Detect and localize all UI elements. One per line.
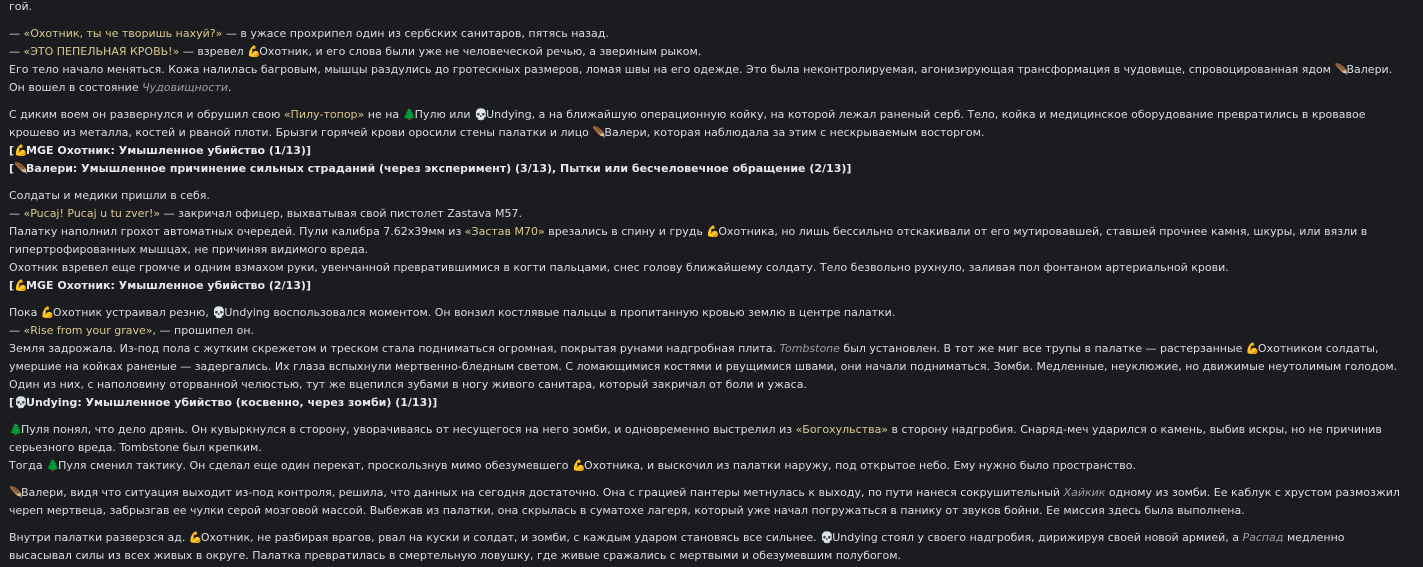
- message-line: Тогда 🌲Пуля сменил тактику. Он сделал еще один перекат, проскользнув мимо обезумевшего 💪Охотника, и выскочил из палатки наружу, под открытое небо. Ему нужно было пространство.: [9, 457, 1409, 475]
- flexed-arm-icon: 💪: [1245, 342, 1260, 355]
- skull-icon: 💀: [820, 531, 834, 544]
- paragraph-2: [9, 106, 1409, 178]
- skull-icon: 💀: [474, 108, 488, 121]
- tree-icon: 🌲: [402, 108, 417, 121]
- quote: «Пилу-топор»: [283, 108, 365, 121]
- skull-icon: 💀: [212, 306, 227, 319]
- flexed-arm-icon: 💪: [14, 279, 28, 292]
- feather-icon: 🪶: [592, 126, 607, 139]
- flexed-arm-icon: 💪: [40, 306, 55, 319]
- message-line: — «Охотник, ты че творишь нахуй?» — в ужасе прохрипел один из сербских санитаров, пятясь назад.: [9, 27, 609, 40]
- italic-term: Хайкик: [1063, 486, 1106, 499]
- message-line: Охотник взревел еще громче и одним взмахом руки, увенчанной превратившимися в когти пальцами, снес голову ближайшему солдату. Тело безвольно рухнуло, заливая пол фонтаном артериальной крови.: [9, 261, 1229, 274]
- message-line: — «ЭТО ПЕПЕЛЬНАЯ КРОВЬ!» — взревел 💪Охотник, и его слова были уже не человеческой речью, а звериным рыком.: [9, 43, 1409, 61]
- quote: «Богохульства»: [795, 423, 889, 436]
- tag-line: [💪MGE Охотник: Умышленное убийство (2/13)]: [9, 277, 1409, 295]
- flexed-arm-icon: 💪: [247, 45, 261, 58]
- tree-icon: 🌲: [46, 459, 60, 472]
- tag-line: [🪶Валери: Умышленное причинение сильных страданий (через эксперимент) (3/13), Пытки или бесчеловечное обращение (2/13)]: [9, 160, 1409, 178]
- paragraph-4: [9, 304, 1409, 412]
- message-line: С диким воем он развернулся и обрушил свою «Пилу-топор» не на 🌲Пулю или 💀Undying, а на ближайшую операционную койку, на которой лежал раненый серб. Тело, койка и медицинское оборудование превратились в кровавое крошево из металла, костей и рваной плоти. Брызги горячей крови оросили стены палатки и лицо 🪶Валери, которая наблюдала за этим с нескрываемым восторгом.: [9, 106, 1409, 142]
- message-line: Пока 💪Охотник устраивал резню, 💀Undying воспользовался моментом. Он вонзил костлявые пальцы в пропитанную кровью землю в центре палатки.: [9, 304, 1409, 322]
- quote: «ЭТО ПЕПЕЛЬНАЯ КРОВЬ!»: [23, 45, 180, 58]
- paragraph-1: [9, 25, 1409, 97]
- tag-line: [💪MGE Охотник: Умышленное убийство (1/13)]: [9, 142, 1409, 160]
- message-line: — «Rise from your grave», — прошипел он.: [9, 324, 255, 337]
- message-line: Земля задрожала. Из-под пола с жутким скрежетом и треском стала подниматься огромная, покрытая рунами надгробная плита. Tombstone был установлен. В тот же миг все трупы в палатке — растерзанные 💪Охотником солдаты, умершие на койках раненые — задергались. Их глаза вспыхнули мертвенно-бледным светом. С ломающимися костями и рвущимися швами, они начали подниматься. Зомби. Медленные, неуклюжие, но движимые неутолимым голодом. Один из них, с наполовину оторванной челюстью, тут же вцепился зубами в ногу живого санитара, который закричал от боли и ужаса.: [9, 342, 1398, 391]
- message-line: Солдаты и медики пришли в себя.: [9, 189, 210, 202]
- skull-icon: 💀: [14, 396, 28, 409]
- message-line: [9, 0, 1409, 16]
- message-line: 🪶Валери, видя что ситуация выходит из-под контроля, решила, что данных на сегодня достаточно. Она с грацией пантеры метнулась к выходу, по пути нанеся сокрушительный Хайкик одному из зомби. Ее каблук с хрустом размозжил череп мертвеца, забрызгав ее чулки серой мозговой массой. Выбежав из палатки, она скрылась в суматохе лагеря, который уже начал погружаться в панику от звуков бойни. Ее миссия здесь была выполнена.: [9, 486, 1400, 517]
- italic-term: Чудовищности: [142, 81, 228, 94]
- paragraph-3: [9, 187, 1409, 295]
- flexed-arm-icon: 💪: [571, 459, 586, 472]
- message-line: Внутри палатки разверзся ад. 💪Охотник, не разбирая врагов, рвал на куски и солдат, и зомби, с каждым ударом становясь все сильнее. 💀Undying стоял у своего надгробия, дирижируя своей новой армией, а Распад медленно высасывал силы из всех живых в округе. Палатка превратилась в смертельную ловушку, где живые сражались с мертвыми и обезумевшим полубогом.: [9, 531, 1345, 562]
- flexed-arm-icon: 💪: [706, 225, 721, 238]
- quote: «Rise from your grave»: [23, 324, 153, 337]
- chat-message-body: [9, 0, 1409, 565]
- feather-icon: 🪶: [14, 162, 28, 175]
- flexed-arm-icon: 💪: [14, 144, 28, 157]
- quote: «Застав М70»: [464, 225, 545, 238]
- feather-icon: 🪶: [1334, 63, 1349, 76]
- message-line: Его тело начало меняться. Кожа налилась багровым, мышцы раздулись до гротескных размеров, ломая швы на его одежде. Это была неконтролируемая, агонизирующая трансформация в чудовище, спровоцированная ядом 🪶Валери. Он вошел в состояние Чудовищности.: [9, 63, 1393, 94]
- text: гой.: [9, 0, 33, 13]
- italic-term: Распад: [1242, 531, 1284, 544]
- paragraph-5: [9, 421, 1409, 475]
- italic-term: Tombstone: [779, 342, 840, 355]
- message-line: — «Pucaj! Pucaj u tu zver!» — закричал офицер, выхватывая свой пистолет Zastava M57.: [9, 207, 523, 220]
- paragraph-6: [9, 484, 1409, 520]
- quote: «Охотник, ты че творишь нахуй?»: [23, 27, 223, 40]
- quote: «Pucaj! Pucaj u tu zver!»: [23, 207, 161, 220]
- tree-icon: 🌲: [9, 423, 23, 436]
- tag-line: [💀Undying: Умышленное убийство (косвенно, через зомби) (1/13)]: [9, 394, 1409, 412]
- feather-icon: 🪶: [9, 486, 23, 499]
- message-line: 🌲Пуля понял, что дело дрянь. Он кувыркнулся в сторону, уворачиваясь от несущегося на него зомби, и одновременно выстрелил из «Богохульства» в сторону надгробия. Снаряд-меч ударился о камень, выбив искры, но не причинив серьезного вреда. Tombstone был крепким.: [9, 423, 1382, 454]
- message-line: Палатку наполнил грохот автоматных очередей. Пули калибра 7.62x39мм из «Застав М70» врезались в спину и грудь 💪Охотника, но лишь бессильно отскакивали от его мутировавшей, ставшей прочнее камня, шкуры, или вязли в гипертрофированных мышцах, не причиняя видимого вреда.: [9, 225, 1368, 256]
- paragraph-7: [9, 529, 1409, 565]
- flexed-arm-icon: 💪: [188, 531, 203, 544]
